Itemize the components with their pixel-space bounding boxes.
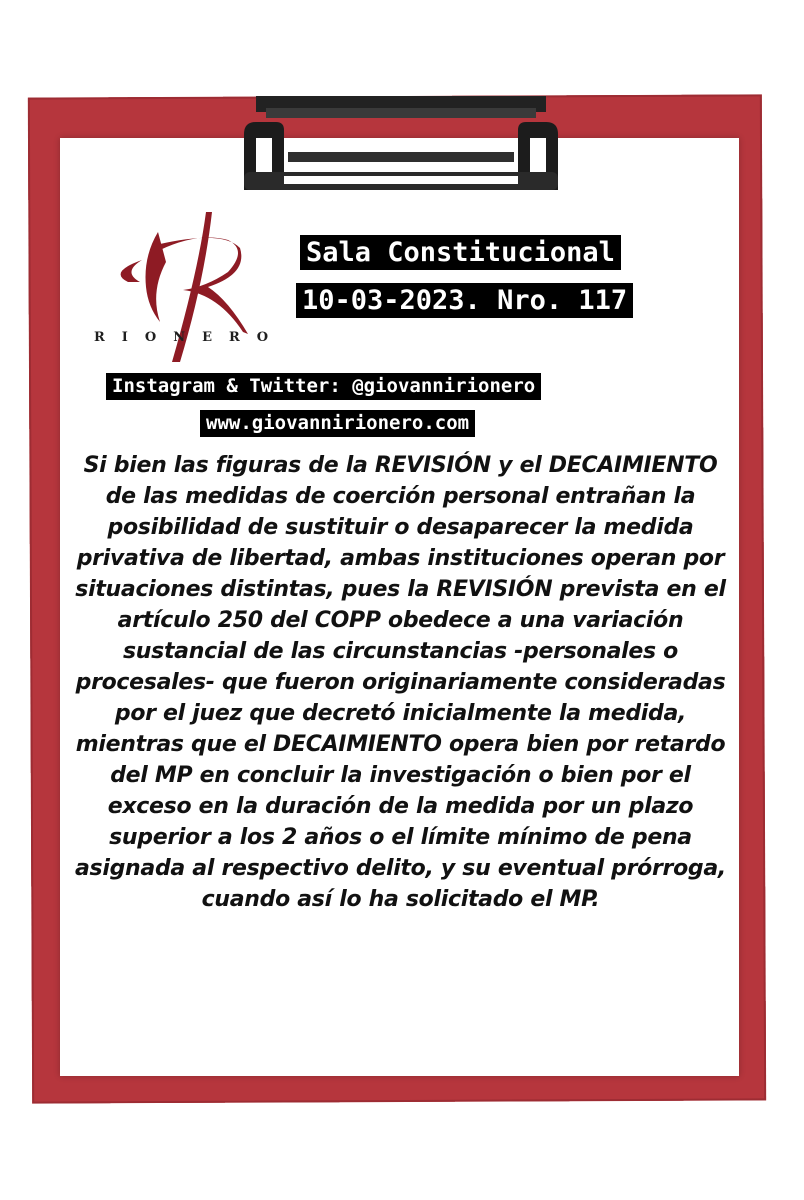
date-number: 10-03-2023. Nro. 117 [296,283,633,318]
main-paragraph: Si bien las figuras de la REVISIÓN y el DECAIMIENTO de las medidas de coerción personal entrañan la posibilidad de sustituir o desaparecer la medida privativa de libertad, ambas instituciones operan por situaciones distintas, pues la REVISIÓN prevista en el artículo 250 del COPP obedece a una variación sustancial de las circunstancias -personales o procesales- que fueron originariamente consideradas por el juez que decretó inicialmente la medida, mientras que el DECAIMIENTO opera bien por retardo del MP en concluir la investigación o bien por el exceso en la duración de la medida por un plazo superior a los 2 años o el límite mínimo de pena asignada al respectivo delito, y su eventual prórroga, cuando así lo ha solicitado el MP. [75,453,726,912]
clipboard-clip-icon [236,94,566,206]
logo-wordmark: RIONERO [94,330,286,345]
page-title: Sala Constitucional [300,235,621,270]
social-handles: Instagram & Twitter: @giovannirionero [106,373,541,400]
website-link[interactable]: www.giovannirionero.com [200,410,475,437]
